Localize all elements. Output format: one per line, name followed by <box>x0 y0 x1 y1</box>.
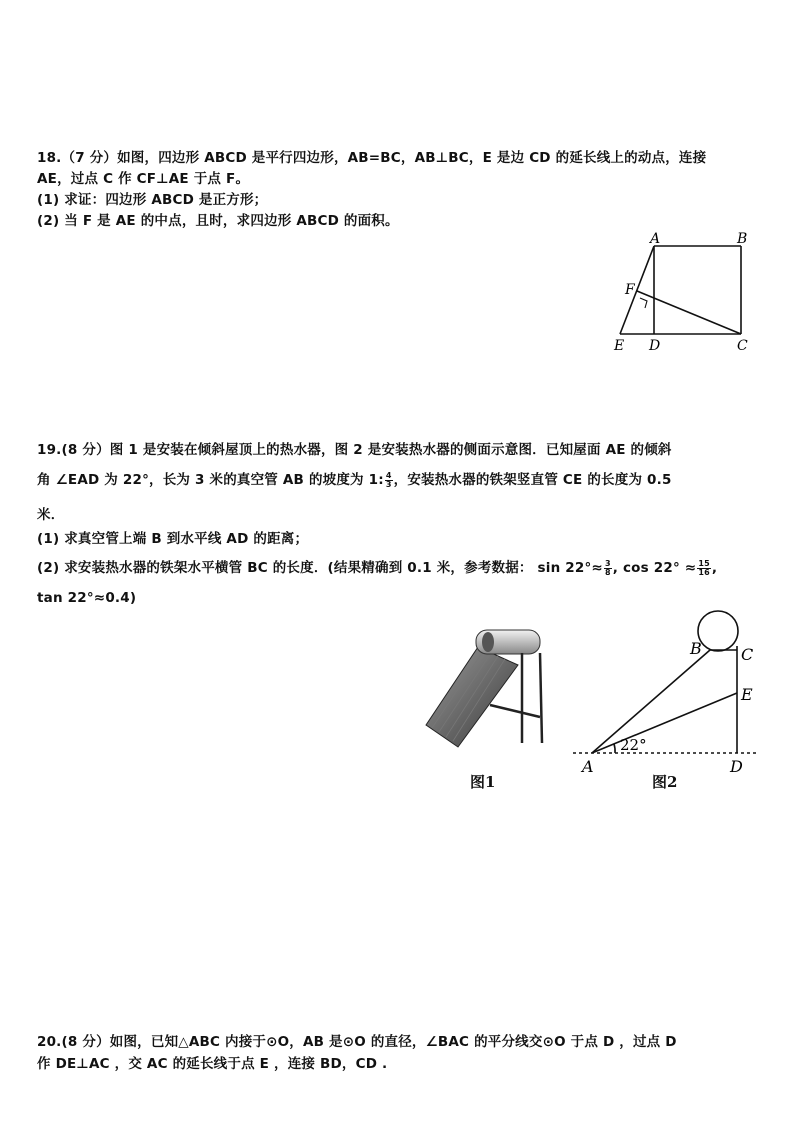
label-D: D <box>649 338 661 354</box>
cos-fraction: $\frac{15}{16}$ <box>698 558 710 577</box>
q19-line1: 19.(8 分）图 1 是安装在倾斜屋顶上的热水器，图 2 是安装热水器的侧面示意图．已知屋面 AE 的倾斜 <box>37 442 672 458</box>
label-E: E <box>614 338 625 354</box>
solar-heater-photo <box>418 625 553 760</box>
q18-line1: 18.（7 分）如图，四边形 ABCD 是平行四边形，AB=BC，AB⊥BC，E 是边 CD 的延长线上的动点，连接 <box>37 150 707 166</box>
fig2-caption: 图2 <box>652 773 678 791</box>
label-B: B <box>737 231 748 247</box>
q18-part1: (1) 求证：四边形 ABCD 是正方形； <box>37 192 268 208</box>
q19-part1: (1) 求真空管上端 B 到水平线 AD 的距离； <box>37 531 309 547</box>
label-F: F <box>625 282 635 298</box>
q18-figure <box>610 228 760 354</box>
q19-tan-line: tan 22°≈0.4) <box>37 590 137 606</box>
label-C: C <box>737 338 748 354</box>
q19-line2: 角 ∠EAD 为 22°，长为 3 米的真空管 AB 的坡度为 1: $\frac{4}{3}$ ，安装热水器的铁架竖直管 CE 的长度为 0.5 <box>37 470 672 489</box>
slope-fraction: $\frac{4}{3}$ <box>385 470 392 489</box>
label-A: A <box>582 757 594 776</box>
label-B: B <box>690 639 702 658</box>
q19-line3: 米． <box>37 507 65 523</box>
q20-line1: 20.(8 分）如图，已知△ABC 内接于⊙O，AB 是⊙O 的直径，∠BAC 的平分线交⊙O 于点 D ，过点 D <box>37 1034 677 1050</box>
sin-fraction: $\frac{3}{8}$ <box>604 558 611 577</box>
label-D: D <box>730 757 743 776</box>
fig1-caption: 图1 <box>470 773 496 791</box>
label-C: C <box>741 645 754 664</box>
label-A: A <box>650 231 661 247</box>
q20-line2: 作 DE⊥AC ，交 AC 的延长线于点 E ，连接 BD，CD . <box>37 1056 388 1072</box>
q18-part2: (2) 当 F 是 AE 的中点，且时，求四边形 ABCD 的面积。 <box>37 213 399 229</box>
heater-side-diagram <box>568 606 764 776</box>
q19-part2: (2) 求安装热水器的铁架水平横管 BC 的长度．(结果精确到 0.1 米，参考数据： sin 22°≈ $\frac{3}{8}$ , cos 22° ≈ $\frac{15}{16}$ , <box>37 558 718 577</box>
label-E: E <box>741 685 753 704</box>
angle-label: 22° <box>620 736 647 754</box>
q18-line2: AE，过点 C 作 CF⊥AE 于点 F。 <box>37 171 250 187</box>
